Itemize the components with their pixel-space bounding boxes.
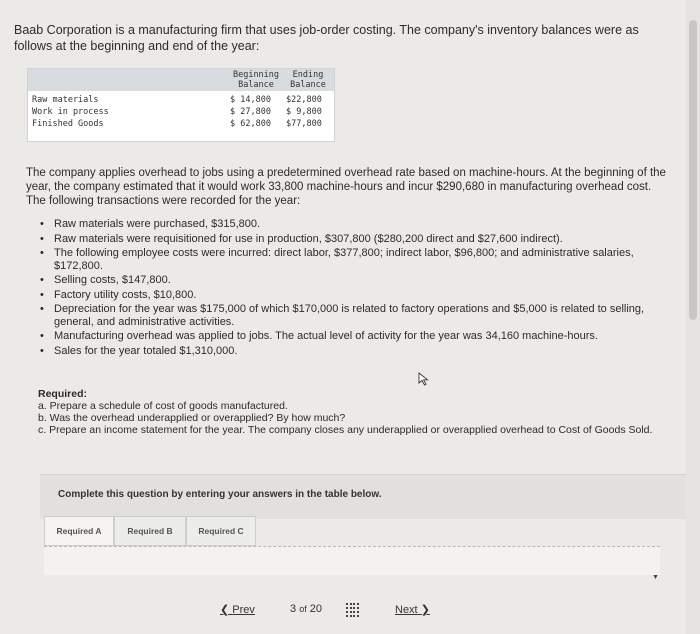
overhead-description: The company applies overhead to jobs using a predetermined overhead rate based on machine-hours. At the beginning of the year, the company estimated that it would work 33,800 machine-hours and incur $290,680 in manufacturing overhead cost. The following transactions were recorded for the year:: [26, 167, 666, 207]
tab-required-c[interactable]: Required C: [186, 516, 256, 546]
row-label: Raw materials: [32, 95, 99, 105]
total-pages: 20: [309, 603, 323, 615]
table-header: [28, 69, 334, 91]
row-ending: $22,800: [286, 95, 322, 105]
mouse-cursor-icon: [418, 372, 430, 386]
answer-instruction: Complete this question by entering your answers in the table below.: [58, 489, 382, 500]
col-ending-line2: Balance: [290, 80, 326, 90]
of-label: of: [299, 604, 307, 614]
prev-label: Prev: [232, 604, 255, 616]
required-title: Required:: [38, 388, 88, 400]
prev-button[interactable]: [220, 603, 255, 616]
question-pager: [220, 600, 460, 622]
row-beginning: $ 27,800: [230, 107, 271, 117]
current-page: 3: [290, 603, 297, 615]
row-ending: $77,800: [286, 119, 322, 129]
list-item: • Sales for the year totaled $1,310,000.: [36, 345, 676, 358]
inventory-balances-table: [27, 68, 335, 142]
required-item-c: c. Prepare an income statement for the year. The company closes any underapplied or overapplied overhead to Cost of Goods Sold.: [38, 424, 653, 436]
list-item: • Raw materials were requisitioned for use in production, $307,800 ($280,200 direct and $27,600 indirect).: [36, 233, 676, 246]
list-item: • Manufacturing overhead was applied to jobs. The actual level of activity for the year was 34,160 machine-hours.: [36, 330, 676, 343]
col-ending-line1: Ending: [292, 70, 324, 80]
table-row: [28, 119, 334, 130]
table-row: [28, 95, 334, 106]
answer-instruction-panel: [40, 474, 688, 519]
scrollbar-thumb[interactable]: [689, 20, 697, 320]
required-item-a: a. Prepare a schedule of cost of goods manufactured.: [38, 400, 288, 412]
tab-required-a[interactable]: Required A: [44, 516, 114, 546]
answer-area: [44, 546, 660, 575]
list-item: • Depreciation for the year was $175,000 of which $170,000 is related to factory operations and $5,000 is related to selling, general, and administrative activities.: [36, 303, 676, 328]
required-item-b: b. Was the overhead underapplied or overapplied? By how much?: [38, 412, 346, 424]
grid-icon[interactable]: [346, 603, 360, 617]
required-section: [38, 388, 658, 436]
chevron-left-icon: ❮: [220, 604, 230, 616]
list-item: • The following employee costs were incurred: direct labor, $377,800; indirect labor, $96,800; and administrative salaries, $172,800.: [36, 247, 676, 272]
row-label: Work in process: [32, 107, 109, 117]
row-beginning: $ 14,800: [230, 95, 271, 105]
row-label: Finished Goods: [32, 119, 104, 129]
row-ending: $ 9,800: [286, 107, 322, 117]
col-beginning-line1: Beginning: [232, 70, 280, 80]
scroll-down-arrow-icon[interactable]: ▼: [652, 574, 659, 581]
problem-intro: Baab Corporation is a manufacturing firm that uses job-order costing. The company's inventory balances were as follows at the beginning and end of the year:: [14, 23, 639, 53]
list-item: • Selling costs, $147,800.: [36, 274, 676, 287]
next-button[interactable]: [395, 603, 430, 616]
row-beginning: $ 62,800: [230, 119, 271, 129]
page-indicator: [290, 603, 322, 615]
transactions-list: [36, 218, 676, 359]
next-label: Next: [395, 604, 418, 616]
list-item: • Raw materials were purchased, $315,800.: [36, 218, 676, 231]
col-beginning-line2: Balance: [238, 80, 274, 90]
page-scrollbar[interactable]: [686, 0, 700, 634]
tab-required-b[interactable]: Required B: [114, 516, 186, 546]
table-row: [28, 107, 334, 118]
chevron-right-icon: ❯: [420, 604, 430, 616]
list-item: • Factory utility costs, $10,800.: [36, 289, 676, 302]
